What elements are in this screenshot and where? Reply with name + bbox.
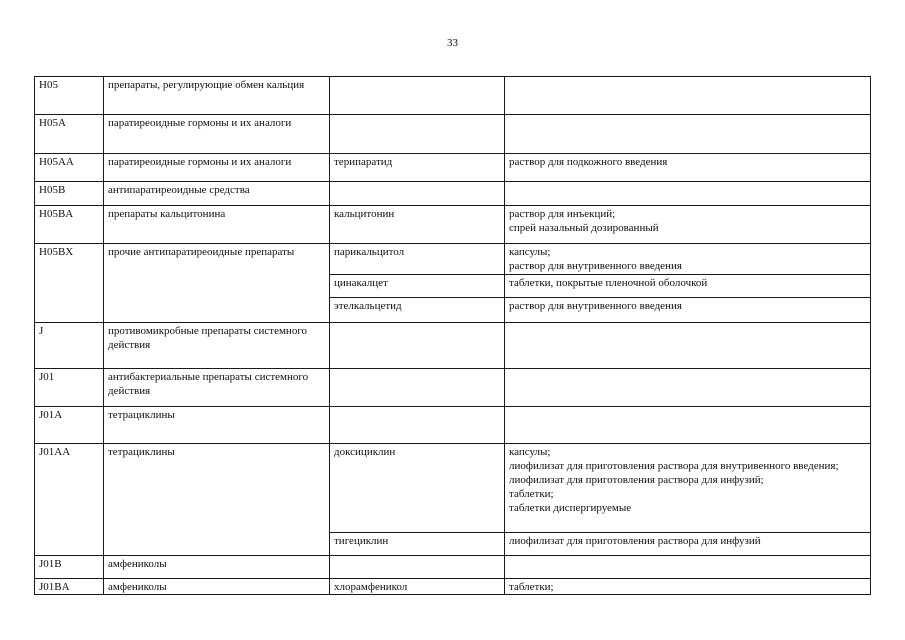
- atc-code-cell: H05AA: [35, 154, 104, 182]
- inn-cell: цинакалцет: [330, 275, 505, 298]
- group-name-cell: тетрациклины: [104, 444, 330, 556]
- inn-cell: [330, 369, 505, 407]
- table-row: [35, 206, 871, 244]
- inn-cell: доксициклин: [330, 444, 505, 533]
- inn-cell: [330, 323, 505, 369]
- group-name-cell: прочие антипаратиреоидные препараты: [104, 244, 330, 323]
- dosage-form-line: спрей назальный дозированный: [509, 222, 659, 234]
- group-name-cell: тетрациклины: [104, 407, 330, 444]
- group-name-cell: амфениколы: [104, 579, 330, 595]
- group-name-cell: паратиреоидные гормоны и их аналоги: [104, 115, 330, 154]
- dosage-form-cell: [505, 206, 871, 244]
- inn-cell: этелкальцетид: [330, 298, 505, 323]
- dosage-form-line: лиофилизат для приготовления раствора для инфузий;: [509, 474, 764, 486]
- inn-cell: тигециклин: [330, 533, 505, 556]
- atc-code-cell: H05B: [35, 182, 104, 206]
- inn-cell: [330, 407, 505, 444]
- dosage-form-cell: таблетки, покрытые пленочной оболочкой: [505, 275, 871, 298]
- dosage-form-cell: [505, 182, 871, 206]
- dosage-form-cell: [505, 444, 871, 533]
- table-row: [35, 556, 871, 579]
- inn-cell: парикальцитол: [330, 244, 505, 275]
- dosage-form-line: раствор для инъекций;: [509, 208, 616, 220]
- dosage-form-line: лиофилизат для приготовления раствора для внутривенного введения;: [509, 460, 839, 472]
- dosage-form-cell: [505, 369, 871, 407]
- inn-cell: [330, 115, 505, 154]
- dosage-form-cell: раствор для подкожного введения: [505, 154, 871, 182]
- table-row: [35, 154, 871, 182]
- group-name-cell: паратиреоидные гормоны и их аналоги: [104, 154, 330, 182]
- dosage-form-cell: [505, 115, 871, 154]
- dosage-form-line: раствор для внутривенного введения: [509, 260, 682, 272]
- group-name-cell: амфениколы: [104, 556, 330, 579]
- atc-code-cell: H05BX: [35, 244, 104, 323]
- table-row: [35, 323, 871, 369]
- atc-code-cell: J01: [35, 369, 104, 407]
- dosage-form-line: капсулы;: [509, 446, 551, 458]
- group-name-cell: антипаратиреоидные средства: [104, 182, 330, 206]
- drug-classification-table: [34, 76, 871, 595]
- atc-code-cell: J: [35, 323, 104, 369]
- inn-cell: хлорамфеникол: [330, 579, 505, 595]
- dosage-form-cell: лиофилизат для приготовления раствора для инфузий: [505, 533, 871, 556]
- atc-code-cell: J01B: [35, 556, 104, 579]
- atc-code-cell: H05: [35, 77, 104, 115]
- dosage-form-cell: [505, 323, 871, 369]
- atc-code-cell: J01BA: [35, 579, 104, 595]
- dosage-form-line: таблетки диспергируемые: [509, 502, 632, 514]
- table-row: [35, 579, 871, 595]
- table-row: [35, 369, 871, 407]
- page-number: 33: [447, 37, 458, 49]
- table-row: [35, 115, 871, 154]
- dosage-form-cell: [505, 556, 871, 579]
- inn-cell: [330, 182, 505, 206]
- atc-code-cell: H05BA: [35, 206, 104, 244]
- dosage-form-cell: раствор для внутривенного введения: [505, 298, 871, 323]
- inn-cell: кальцитонин: [330, 206, 505, 244]
- group-name-cell: противомикробные препараты системного действия: [104, 323, 330, 369]
- table-row: [35, 444, 871, 533]
- table-row: [35, 244, 871, 275]
- inn-cell: [330, 556, 505, 579]
- table-row: [35, 182, 871, 206]
- atc-code-cell: H05A: [35, 115, 104, 154]
- table-row: [35, 77, 871, 115]
- table-row: [35, 407, 871, 444]
- dosage-form-line: капсулы;: [509, 246, 551, 258]
- dosage-form-cell: [505, 77, 871, 115]
- dosage-form-line: таблетки;: [509, 488, 554, 500]
- dosage-form-cell: [505, 244, 871, 275]
- atc-code-cell: J01A: [35, 407, 104, 444]
- dosage-form-cell: [505, 407, 871, 444]
- atc-code-cell: J01AA: [35, 444, 104, 556]
- dosage-form-cell: таблетки;: [505, 579, 871, 595]
- inn-cell: терипаратид: [330, 154, 505, 182]
- inn-cell: [330, 77, 505, 115]
- group-name-cell: препараты кальцитонина: [104, 206, 330, 244]
- group-name-cell: препараты, регулирующие обмен кальция: [104, 77, 330, 115]
- group-name-cell: антибактериальные препараты системного действия: [104, 369, 330, 407]
